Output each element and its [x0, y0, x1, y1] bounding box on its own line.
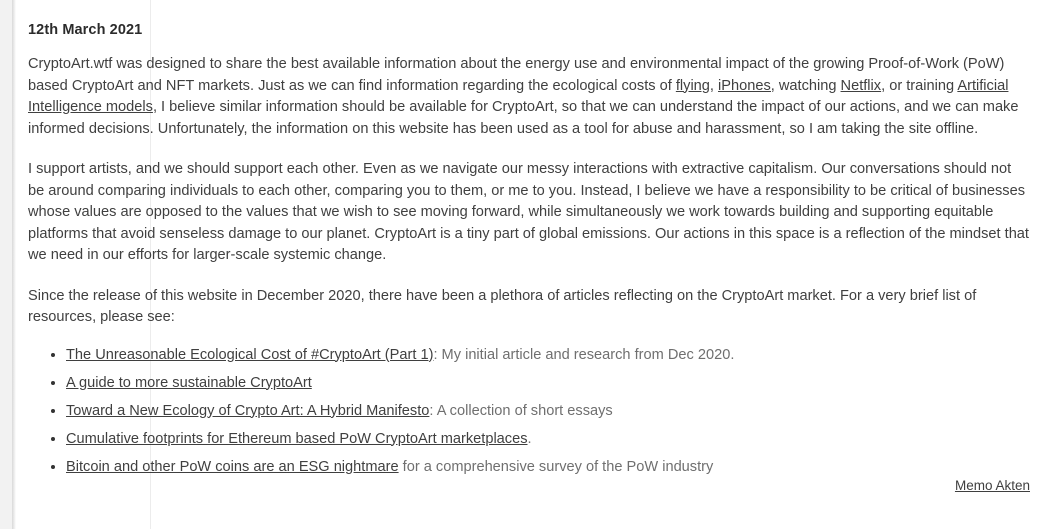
- inline-link[interactable]: Netflix: [840, 77, 882, 94]
- inline-link[interactable]: flying: [675, 77, 710, 94]
- document-content: [28, 22, 1030, 485]
- paragraph-text: ,: [709, 77, 719, 94]
- signature-link[interactable]: Memo Akten: [954, 478, 1030, 493]
- signature: [955, 478, 1030, 493]
- resource-link[interactable]: The Unreasonable Ecological Cost of #CryptoArt (Part 1): [66, 346, 434, 363]
- paragraph-text: CryptoArt.wtf was designed to share the best available information about the energy use and environmental impact of the growing Proof-of-Work (PoW) based CryptoArt and NFT markets. Just as we can find information regarding the ecological costs of: [28, 56, 1005, 94]
- resource-description: : My initial article and research from Dec 2020.: [433, 346, 735, 363]
- list-item: [66, 457, 1030, 478]
- resource-list: [28, 345, 1030, 478]
- paragraph-3: [28, 286, 1030, 329]
- resource-link[interactable]: Bitcoin and other PoW coins are an ESG nightmare: [66, 458, 399, 475]
- list-item: [66, 345, 1030, 366]
- gutter-shadow: [12, 0, 16, 529]
- inline-link[interactable]: iPhones,: [718, 77, 775, 94]
- document-date: 12th March 2021: [28, 22, 143, 38]
- paragraph-text: watching: [774, 77, 841, 94]
- list-item: [66, 429, 1030, 450]
- paragraph-text: , I believe similar information should be available for CryptoArt, so that we can understand the impact of our actions, and we can make informed decisions. Unfortunately, the information on this website has been used as a tool for abuse and harassment, so I am taking the site offline.: [28, 99, 1019, 137]
- list-item: [66, 373, 1030, 394]
- paragraph-2: [28, 159, 1030, 267]
- paragraph-1: [28, 54, 1030, 140]
- resource-description: .: [527, 430, 532, 447]
- paragraph-text: I support artists, and we should support each other. Even as we navigate our messy interactions with extractive capitalism. Our conversations should not be around comparing individuals to each other, comparing you to them, or me to you. Instead, I believe we have a responsibility to be critical of businesses whose values are opposed to the values that we wish to see moving forward, while simultaneously we work towards building and supporting equitable platforms that avoid senseless damage to our planet. CryptoArt is a tiny part of global emissions. Our actions in this space is a reflection of the mindset that we need in our efforts for larger-scale systemic change.: [28, 161, 1029, 263]
- paragraph-text: , or training: [881, 77, 958, 94]
- paragraph-text: Since the release of this website in December 2020, there have been a plethora of articles reflecting on the CryptoArt market. For a very brief list of resources, please see:: [28, 287, 977, 325]
- resource-description: : A collection of short essays: [429, 402, 613, 419]
- inline-link[interactable]: Artificial Intelligence models: [28, 77, 1009, 115]
- resource-description: for a comprehensive survey of the PoW industry: [398, 458, 714, 475]
- resource-link[interactable]: Toward a New Ecology of Crypto Art: A Hybrid Manifesto: [66, 402, 430, 419]
- resource-link[interactable]: A guide to more sustainable CryptoArt: [66, 374, 312, 391]
- left-gutter: [0, 0, 12, 529]
- resource-link[interactable]: Cumulative footprints for Ethereum based PoW CryptoArt marketplaces: [66, 430, 528, 447]
- list-item: [66, 401, 1030, 422]
